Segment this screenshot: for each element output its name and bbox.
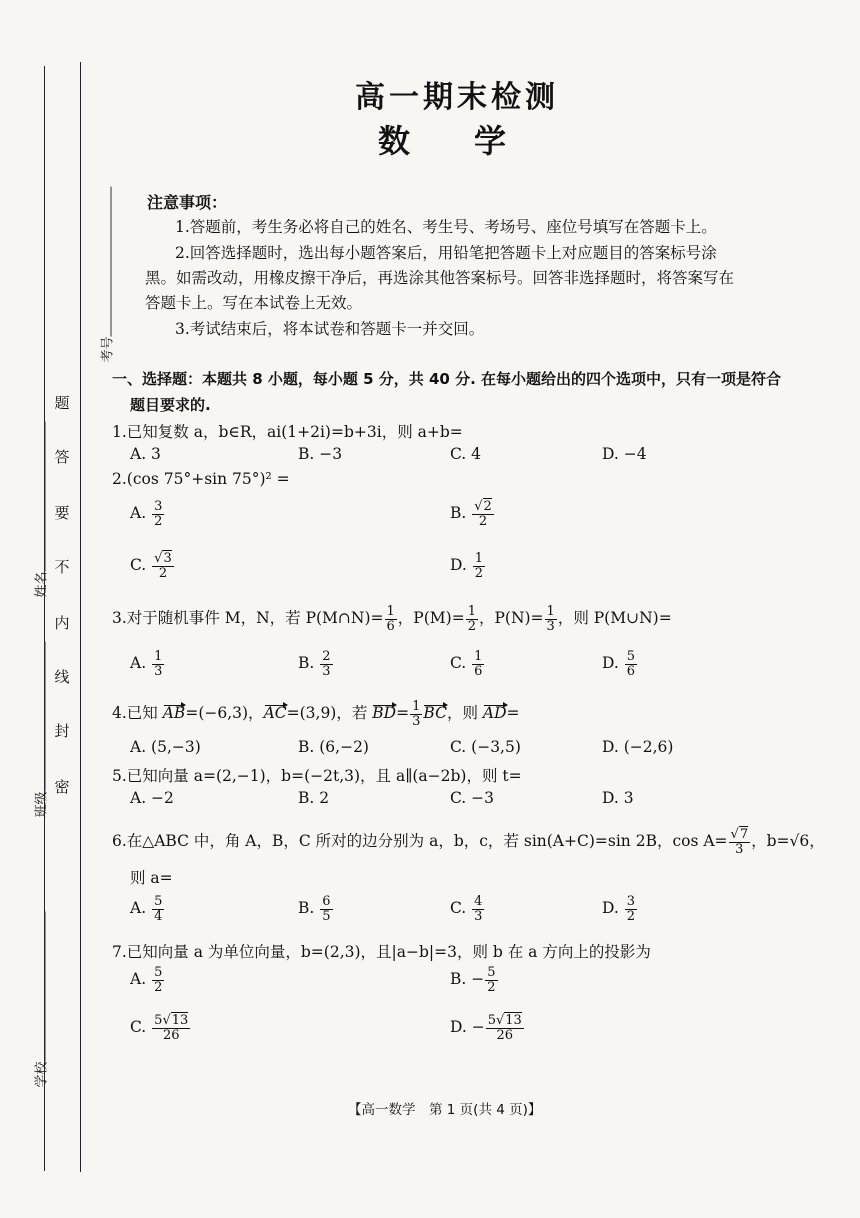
sidebar-xingming: 姓名 bbox=[0, 500, 128, 519]
q3-option-a: A. $\frac{1}{3}$ bbox=[130, 649, 163, 679]
q7-stem: 7.已知向量 a 为单位向量，b=(2,3)，且|a−b|=3，则 b 在 a 方向上的投影为 bbox=[112, 943, 651, 961]
subject-title: 数 学 bbox=[378, 122, 507, 160]
q2-option-b: B. $\frac{√2}{2}$ bbox=[450, 499, 492, 529]
q6-option-c: C. $\frac{4}{3}$ bbox=[450, 894, 483, 924]
q5-option-c: C. −3 bbox=[450, 789, 495, 807]
q2-option-a: A. $\frac{3}{2}$ bbox=[130, 499, 163, 529]
seal-char-1: 题 bbox=[54, 394, 70, 412]
q1-option-c: C. 4 bbox=[450, 445, 482, 463]
q2-option-d: D. $\frac{1}{2}$ bbox=[450, 551, 484, 581]
section1-line1: 一、选择题：本题共 8 小题，每小题 5 分，共 40 分. 在每小题给出的四个选项中，只有一项是符合 bbox=[112, 370, 782, 388]
seal-char-6: 线 bbox=[54, 668, 70, 686]
q3-stem: 3.对于随机事件 M，N，若 P(M∩N)= $\frac{1}{6}$ ，P(M)= $\frac{1}{2}$ ，P(N)= $\frac{1}{3}$ ，则 P(M∪N)= bbox=[112, 604, 672, 634]
seal-char-7: 封 bbox=[54, 722, 70, 740]
q1-option-a: A. 3 bbox=[130, 445, 161, 463]
exam-title: 高一期末检测 bbox=[355, 80, 559, 115]
q3-option-b: B. $\frac{2}{3}$ bbox=[298, 649, 331, 679]
q6-stem: 6.在△ABC 中，角 A，B，C 所对的边分别为 a，b，c，若 sin(A+C)=sin 2B，cos A= $\frac{√7}{3}$ ，b=√6， bbox=[112, 827, 825, 857]
q7-option-d: D. − $\frac{5√13}{26}$ bbox=[450, 1013, 522, 1043]
q7-option-b: B. − $\frac{5}{2}$ bbox=[450, 965, 496, 995]
q5-option-d: D. 3 bbox=[602, 789, 634, 807]
q3-option-d: D. $\frac{5}{6}$ bbox=[602, 649, 636, 679]
q5-stem: 5.已知向量 a=(2,−1)，b=(−2t,3)，且 a∥(a−2b)，则 t= bbox=[112, 767, 522, 785]
seal-char-8: 密 bbox=[54, 778, 70, 796]
q1-stem: 1.已知复数 a，b∈R，ai(1+2i)=b+3i，则 a+b= bbox=[112, 423, 463, 441]
q7-option-c: C. $\frac{5√13}{26}$ bbox=[130, 1013, 189, 1043]
q4-stem: 4.已知 AB=(−6,3)，AC=(3,9)，若 BD= $\frac{1}{3}$ BC，则 AD= bbox=[112, 699, 520, 729]
section1-line2: 题目要求的. bbox=[130, 396, 211, 414]
page-footer: 【高一数学 第 1 页(共 4 页)】 bbox=[348, 1102, 542, 1118]
seal-char-5: 内 bbox=[54, 614, 70, 632]
q1-option-d: D. −4 bbox=[602, 445, 647, 463]
q1-option-b: B. −3 bbox=[298, 445, 343, 463]
q4-option-a: A. (5,−3) bbox=[130, 738, 201, 756]
notes-item-2c: 答题卡上。写在本试卷上无效。 bbox=[145, 294, 363, 312]
sidebar-xuexiao: 学校 bbox=[0, 990, 128, 1009]
notes-heading: 注意事项： bbox=[147, 193, 228, 212]
q5-option-a: A. −2 bbox=[130, 789, 174, 807]
q6-option-a: A. $\frac{5}{4}$ bbox=[130, 894, 163, 924]
seal-char-2: 答 bbox=[54, 448, 70, 466]
notes-item-2b: 黑。如需改动，用橡皮擦干净后，再选涂其他答案标号。回答非选择题时，将答案写在 bbox=[145, 269, 735, 287]
q6-option-d: D. $\frac{3}{2}$ bbox=[602, 894, 636, 924]
notes-item-3: 3.考试结束后，将本试卷和答题卡一并交回。 bbox=[175, 320, 485, 338]
q2-stem: 2.(cos 75°+sin 75°)² = bbox=[112, 470, 290, 488]
seal-char-3: 要 bbox=[54, 504, 70, 522]
notes-item-2: 2.回答选择题时，选出每小题答案后，用铅笔把答题卡上对应题目的答案标号涂 bbox=[175, 244, 717, 262]
q6-stem-2: 则 a= bbox=[130, 869, 173, 887]
q2-option-c: C. $\frac{√3}{2}$ bbox=[130, 551, 172, 581]
sidebar-kaohao: 考号 bbox=[18, 265, 194, 284]
q5-option-b: B. 2 bbox=[298, 789, 330, 807]
q4-option-c: C. (−3,5) bbox=[450, 738, 521, 756]
seal-char-4: 不 bbox=[54, 558, 70, 576]
q6-option-b: B. $\frac{6}{5}$ bbox=[298, 894, 331, 924]
sidebar-banji: 班级 bbox=[0, 720, 128, 739]
q4-option-d: D. (−2,6) bbox=[602, 738, 674, 756]
q3-option-c: C. $\frac{1}{6}$ bbox=[450, 649, 483, 679]
q7-option-a: A. $\frac{5}{2}$ bbox=[130, 965, 163, 995]
notes-item-1: 1.答题前，考生务必将自己的姓名、考生号、考场号、座位号填写在答题卡上。 bbox=[175, 218, 717, 236]
q4-option-b: B. (6,−2) bbox=[298, 738, 369, 756]
